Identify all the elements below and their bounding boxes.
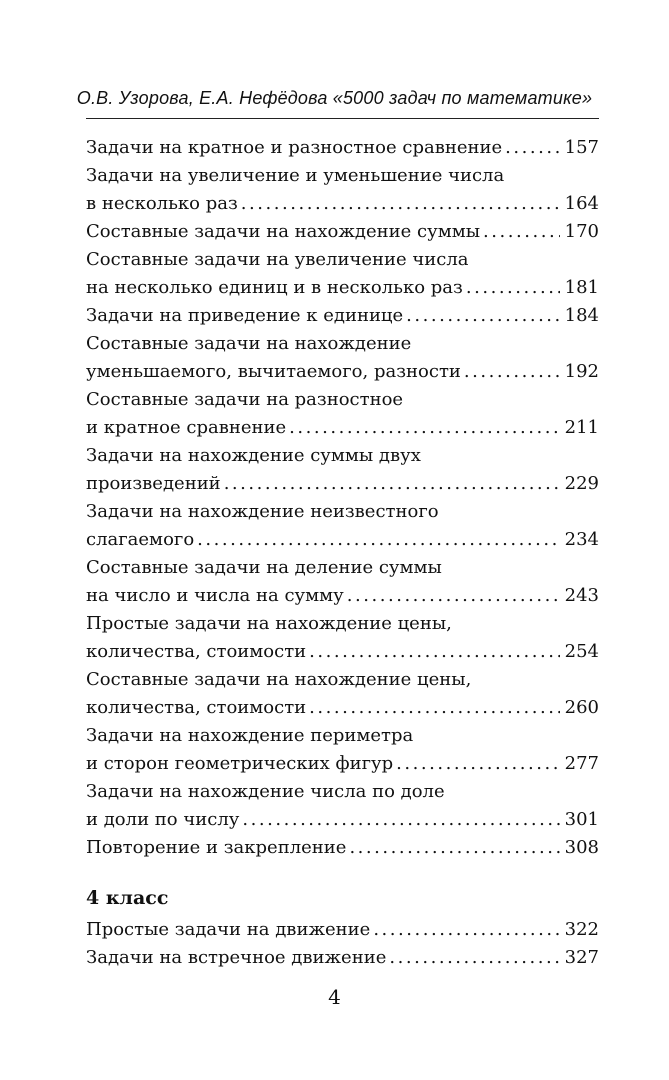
toc-entry xyxy=(86,442,599,498)
toc-entry-title: и сторон геометрических фигур xyxy=(86,753,394,774)
toc-entry xyxy=(86,246,599,302)
dot-leader xyxy=(241,190,560,218)
toc-page-number: 277 xyxy=(564,753,599,774)
toc-entry-line xyxy=(86,806,599,834)
toc-entry xyxy=(86,302,599,330)
toc-entry-title: произведений xyxy=(86,473,221,494)
toc-page-number: 254 xyxy=(564,641,599,662)
toc-entry-title: Задачи на увеличение и уменьшение числа xyxy=(86,165,505,186)
toc-entry xyxy=(86,778,599,834)
toc-entry xyxy=(86,944,599,972)
toc-entry-line xyxy=(86,498,599,526)
dot-leader xyxy=(224,470,560,498)
toc-page-number: 211 xyxy=(564,417,599,438)
toc-entry-line xyxy=(86,330,599,358)
toc-entry-line xyxy=(86,610,599,638)
toc-page-number: 181 xyxy=(564,277,599,298)
toc-entry-title: Простые задачи на движение xyxy=(86,919,371,940)
toc-page-number: 234 xyxy=(564,529,599,550)
toc-entry-title: и доли по числу xyxy=(86,809,240,830)
toc-entry-title: Задачи на приведение к единице xyxy=(86,305,404,326)
toc-entry-line xyxy=(86,554,599,582)
toc-entry-line xyxy=(86,134,599,162)
toc-entry-line xyxy=(86,414,599,442)
toc-entry-line xyxy=(86,470,599,498)
dot-leader xyxy=(289,414,560,442)
dot-leader xyxy=(396,750,560,778)
section-entries xyxy=(86,916,599,972)
toc-entry-title: количества, стоимости xyxy=(86,697,307,718)
dot-leader xyxy=(347,582,560,610)
toc-entry-title: Задачи на нахождение числа по доле xyxy=(86,781,445,802)
toc-entry-title: Задачи на нахождение суммы двух xyxy=(86,445,421,466)
toc-entry-line xyxy=(86,582,599,610)
toc-entry xyxy=(86,386,599,442)
header-rule xyxy=(86,118,599,119)
toc-entry-line xyxy=(86,246,599,274)
toc-entry-title: Составные задачи на увеличение числа xyxy=(86,249,469,270)
toc-entry-line xyxy=(86,834,599,862)
toc-entry-title: Задачи на встречное движение xyxy=(86,947,387,968)
dot-leader xyxy=(406,302,560,330)
toc-page-number: 327 xyxy=(564,947,599,968)
toc-entry-title: на несколько единиц и в несколько раз xyxy=(86,277,463,298)
toc-entry-line xyxy=(86,778,599,806)
section-title: 4 класс xyxy=(86,887,169,909)
toc-entry-title: количества, стоимости xyxy=(86,641,307,662)
toc-entry-line xyxy=(86,750,599,778)
page-number: 4 xyxy=(328,985,341,1009)
dot-leader xyxy=(483,218,560,246)
toc-entry-title: Составные задачи на нахождение суммы xyxy=(86,221,481,242)
toc-page-number: 192 xyxy=(564,361,599,382)
toc-entry-line xyxy=(86,386,599,414)
toc-entry-title: Повторение и закрепление xyxy=(86,837,347,858)
table-of-contents xyxy=(86,134,599,972)
dot-leader xyxy=(309,638,560,666)
dot-leader xyxy=(505,134,560,162)
dot-leader xyxy=(466,274,560,302)
toc-entry-line xyxy=(86,442,599,470)
toc-entry xyxy=(86,834,599,862)
toc-entry-line xyxy=(86,218,599,246)
toc-entry-title: Задачи на кратное и разностное сравнение xyxy=(86,137,503,158)
toc-entry-title: уменьшаемого, вычитаемого, разности xyxy=(86,361,461,382)
toc-page-number: 164 xyxy=(564,193,599,214)
toc-entry-title: на число и числа на сумму xyxy=(86,585,344,606)
toc-entry-line xyxy=(86,722,599,750)
dot-leader xyxy=(242,806,560,834)
toc-entry-title: Задачи на нахождение периметра xyxy=(86,725,414,746)
toc-entry xyxy=(86,666,599,722)
toc-page-number: 229 xyxy=(564,473,599,494)
dot-leader xyxy=(389,944,560,972)
toc-page-number: 184 xyxy=(564,305,599,326)
toc-entry-title: Составные задачи на деление суммы xyxy=(86,557,442,578)
toc-entry xyxy=(86,330,599,386)
toc-entries xyxy=(86,134,599,862)
toc-entry-line xyxy=(86,526,599,554)
dot-leader xyxy=(309,694,560,722)
toc-entry xyxy=(86,218,599,246)
toc-entry-line xyxy=(86,162,599,190)
running-header: О.В. Узорова, Е.А. Нефёдова «5000 задач по математике» xyxy=(76,88,593,108)
toc-entry-line xyxy=(86,638,599,666)
dot-leader xyxy=(464,358,560,386)
toc-entry-line xyxy=(86,274,599,302)
toc-entry xyxy=(86,916,599,944)
toc-entry-title: слагаемого xyxy=(86,529,195,550)
toc-page-number: 170 xyxy=(564,221,599,242)
toc-entry-title: в несколько раз xyxy=(86,193,238,214)
toc-entry-title: и кратное сравнение xyxy=(86,417,287,438)
toc-page-number: 322 xyxy=(564,919,599,940)
toc-entry-line xyxy=(86,666,599,694)
toc-entry xyxy=(86,554,599,610)
toc-entry-line xyxy=(86,358,599,386)
toc-page-number: 301 xyxy=(564,809,599,830)
toc-entry-line xyxy=(86,302,599,330)
toc-entry-title: Задачи на нахождение неизвестного xyxy=(86,501,439,522)
toc-entry xyxy=(86,722,599,778)
toc-page-number: 243 xyxy=(564,585,599,606)
dot-leader xyxy=(349,834,560,862)
toc-entry-title: Составные задачи на нахождение цены, xyxy=(86,669,472,690)
toc-entry xyxy=(86,162,599,218)
toc-entry-title: Составные задачи на разностное xyxy=(86,389,404,410)
toc-entry-title: Составные задачи на нахождение xyxy=(86,333,412,354)
toc-entry xyxy=(86,134,599,162)
dot-leader xyxy=(197,526,560,554)
toc-page-number: 260 xyxy=(564,697,599,718)
toc-page-number: 157 xyxy=(564,137,599,158)
toc-entry xyxy=(86,610,599,666)
toc-entry-title: Простые задачи на нахождение цены, xyxy=(86,613,452,634)
toc-entry-line xyxy=(86,190,599,218)
toc-entry-line xyxy=(86,944,599,972)
toc-entry-line xyxy=(86,916,599,944)
toc-entry-line xyxy=(86,694,599,722)
toc-page-number: 308 xyxy=(564,837,599,858)
toc-entry xyxy=(86,498,599,554)
dot-leader xyxy=(373,916,560,944)
